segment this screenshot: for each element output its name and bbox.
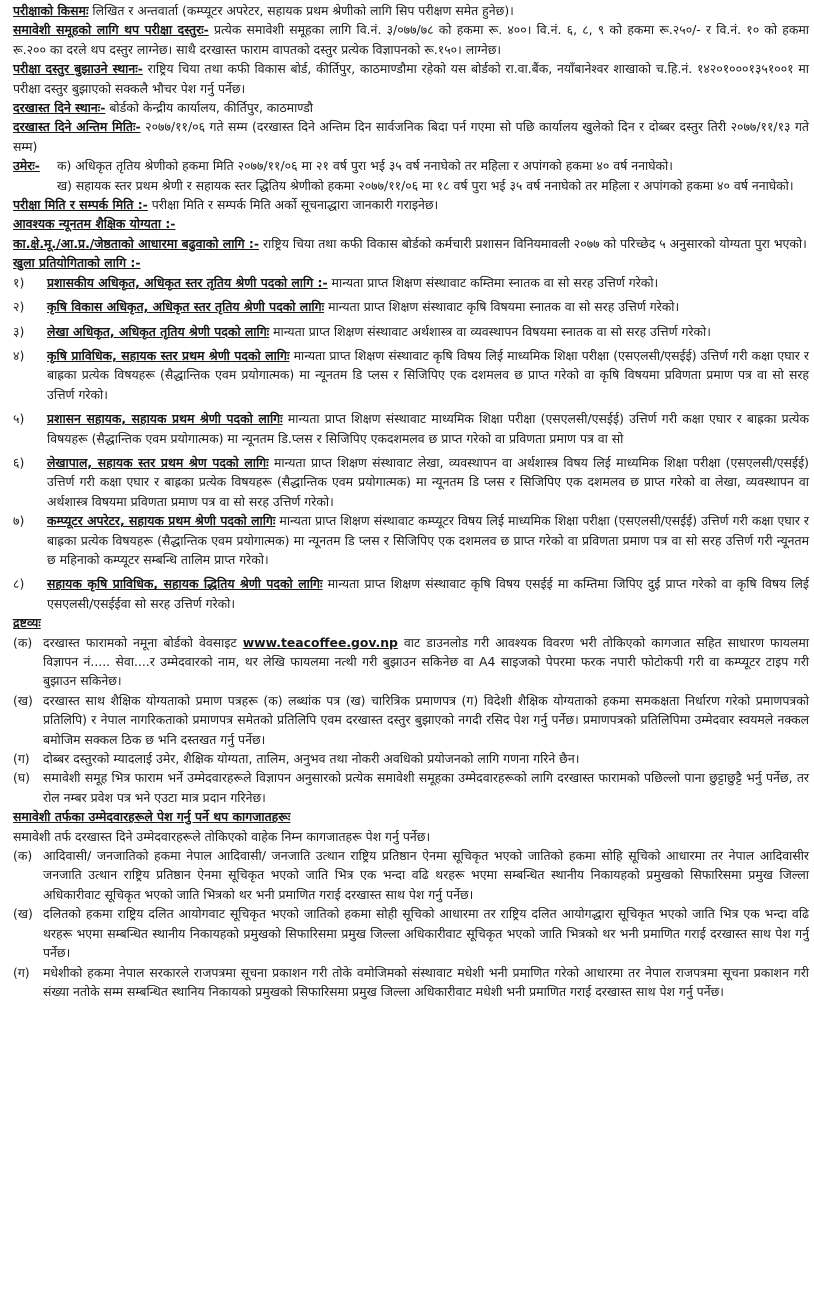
position-text: मान्यता प्राप्त शिक्षण संस्थावाट कृषि विषय लिई माध्यमिक शिक्षा परीक्षा (एसएलसी/एसईई) उत्तिर्ण गरी कक्षा एघार र बाह्रका प्रत्येक विषयहरू (सैद्धान्तिक एवम प्रयोगात्मक) मा न्यूनतम डि प्लस र सिजिपिए एक दशमलव छ प्राप्त गरेको वा कृषि विषयमा प्रविणता प्रमाण पत्र वा सो सरह उत्तिर्ण गरेको।	[47, 347, 809, 402]
position-title: कृषि विकास अधिकृत, अधिकृत स्तर तृतिय श्रेणी पदको लागिः	[47, 299, 325, 315]
additional-fee-text: प्रत्येक समावेशी समूहका लागि वि.नं. ३/०७७/७८ को हकमा रू. ४००। वि.नं. ६, ८, ९ को हकमा रू.२५०/- र वि.नं. १० को हकमा रू.२०० का दरले थप दस्तुर लाग्नेछ। साथै दरखास्त फाराम वापतको दस्तुर प्रत्येक विज्ञापनको रू.१५०। लाग्नेछ।	[13, 22, 809, 57]
position-number: ६)	[13, 454, 25, 470]
exam-date-label: परीक्षा मिति र सम्पर्क मिति :-	[13, 197, 148, 213]
internal-label: का.क्षे.मू./आ.प्र./जेष्ठताको आधारमा बढुवाको लागि :-	[13, 235, 260, 251]
position-item	[13, 346, 809, 404]
age-label: उमेरः-	[13, 158, 40, 174]
position-number: १)	[13, 274, 25, 290]
position-number: ८)	[13, 576, 25, 592]
position-title: प्रशासन सहायक, सहायक प्रथम श्रेणी पदको लागिः	[47, 411, 283, 427]
position-number: ३)	[13, 323, 25, 339]
fee-place-label: परीक्षा दस्तुर बुझाउने स्थानः-	[13, 61, 143, 77]
notes-heading: द्रष्टव्यः	[13, 615, 41, 631]
position-text: मान्यता प्राप्त शिक्षण संस्थावाट माध्यमिक शिक्षा परीक्षा (एसएलसी/एसईई) उत्तिर्ण गरी कक्षा एघार र बाह्रका प्रत्येक विषयहरू (सैद्धान्तिक एवम प्रयोगात्मक) मा न्यूनतम डि.प्लस र सिजिपिए एकदशमलव छ प्राप्त गरेको वा प्रविणता प्रमाण पत्र वा सो	[47, 411, 809, 446]
inclusive-marker: (ग)	[13, 964, 30, 980]
internal-text: राष्ट्रिय चिया तथा कफी विकास बोर्डको कर्मचारी प्रशासन विनियमावली २०७७ को परिच्छेद ५ अनुसारको योग्यता पुरा भएको।	[262, 235, 807, 251]
position-text: मान्यता प्राप्त शिक्षण संस्थावाट लेखा, व्यवस्थापन वा अर्थशास्त्र विषय लिई माध्यमिक शिक्षा परीक्षा (एसएलसी/एसईई) उत्तिर्ण गरी कक्षा एघार र बाह्रका प्रत्येक विषयहरू (सैद्धान्तिक एवम प्रयोगात्मक) मा न्यूनतम डि प्लस र सिजिपिए एक दशमलव छ प्राप्त गरेको वा लेखा, व्यवस्थापन वा अर्थशास्त्र विषयमा प्रविणता प्रमाण पत्र वा सो सरह उत्तिर्ण गरेको।	[47, 454, 809, 509]
position-title: कम्प्यूटर अपरेटर, सहायक प्रथम श्रेणी पदको लागिः	[47, 513, 276, 529]
exam-date-text: परीक्षा मिति र सम्पर्क मिति अर्को सूचनाद्धारा जानकारी गराइनेछ।	[151, 197, 439, 213]
additional-fee-label: समावेशी समूहको लागि थप परीक्षा दस्तुरः-	[13, 22, 209, 38]
age-b: ख) सहायक स्तर प्रथम श्रेणी र सहायक स्तर द्धितिय श्रेणीको हकमा २०७७/११/०६ मा १८ वर्ष पुरा भई ३५ वर्ष ननाघेको तर महिला र अपांगको हकमा ४० वर्ष ननाघेको।	[57, 177, 794, 193]
position-title: लेखा अधिकृत, अधिकृत तृतिय श्रेणी पदको लागिः	[47, 323, 270, 339]
inclusive-marker: (ख)	[13, 906, 33, 922]
position-item	[13, 453, 809, 511]
inclusive-kha: दलितको हकमा राष्ट्रिय दलित आयोगवाट सूचिकृत भएको जातिको हकमा सोही सूचिको आधारमा तर राष्ट्रिय दलित आयोगद्धारा सूचिकृत भएको जाति भित्र एक भन्दा वढि थरहरू भएमा सम्बन्धित स्थानीय निकायहको प्रमुखको सिफारिसमा प्रमुख जिल्ला अधिकारीवाट सूचिकृत भएको जाति भित्रको थर भनी प्रमाणित गराई दरखास्त साथ पेश गर्नु पर्नेछ।	[43, 906, 810, 961]
note-marker: (क)	[13, 634, 33, 650]
exam-type-text: लिखित र अन्तवार्ता (कम्प्यूटर अपरेटर, सहायक प्रथम श्रेणीको लागि सिप परीक्षण समेत हुनेछ)।	[92, 3, 514, 18]
deadline	[13, 117, 809, 156]
note-item	[13, 633, 809, 691]
position-text: मान्यता प्राप्त शिक्षण संस्थावाट अर्थशास्त्र वा व्यवस्थापन विषयमा स्नातक वा सो सरह उत्तिर्ण गरेको।	[273, 323, 711, 339]
age-section	[13, 156, 809, 195]
position-title: लेखापाल, सहायक स्तर प्रथम श्रेण पदको लागिः	[47, 454, 269, 470]
position-number: ५)	[13, 411, 25, 427]
inclusive-ka: आदिवासी/ जनजातिको हकमा नेपाल आदिवासी/ जनजाति उत्थान राष्ट्रिय प्रतिष्ठान ऐनमा सूचिकृत भएको जातिको हकमा सोहि सूचिको आधारमा तर नेपाल आदिवासीर जनजाति उत्थान राष्ट्रिय प्रतिष्ठान ऐनमा सूचिकृत भएको जाति भित्र एक भन्दा वढि थरहरू भएमा सम्बन्धित स्थानीय निकायहको प्रमुखको सिफारिसमा प्रमुख जिल्ला अधिकारीवाट सूचिकृत भएको जाति भित्रको थर भनी प्रमाणित गराई दरखास्त साथ पेश गर्नु पर्नेछ।	[43, 848, 809, 902]
exam-date	[13, 195, 809, 214]
inclusive-item	[13, 963, 809, 1002]
position-number: ४)	[13, 347, 25, 363]
note-marker: (घ)	[13, 770, 30, 786]
position-item	[13, 322, 809, 341]
note-ga: दोब्बर दस्तुरको म्यादलाई उमेर, शैक्षिक योग्यता, तालिम, अनुभव तथा नोकरी अवधिको प्रयोजनको लागि गणना गरिने छैन।	[43, 751, 580, 767]
position-text: मान्यता प्राप्त शिक्षण संस्थावाट कृषि विषय एसईई मा कम्तिमा जिपिए दुई प्राप्त गरेको वा कृषि विषय लिई एसएलसी/एसईईवा सो सरह उत्तिर्ण गरेको।	[47, 576, 809, 611]
open-heading: खुला प्रतियोगिताको लागि :-	[13, 255, 141, 271]
note-gha: समावेशी समूह भित्र फाराम भर्ने उम्मेदवारहरूले विज्ञापन अनुसारको प्रत्येक समावेशी समूहका उम्मेदवारहरूको लागि दरखास्त फारामको पछिल्लो पाना छुट्टाछुट्टै भर्नु पर्नेछ, तर रोल नम्बर प्रवेश पत्र भने एउटा मात्र प्रदान गरिनेछ।	[43, 770, 809, 805]
inclusive-item	[13, 904, 809, 962]
exam-type	[13, 1, 809, 20]
position-number: २)	[13, 299, 25, 315]
note-item	[13, 749, 809, 768]
position-title: प्रशासकीय अधिकृत, अधिकृत स्तर तृतिय श्रेणी पदको लागि :-	[47, 274, 328, 290]
inclusive-heading: समावेशी तर्फका उम्मेदवारहरूले पेश गर्नु पर्ने थप कागजातहरूः	[13, 809, 291, 825]
position-text: मान्यता प्राप्त शिक्षण संस्थावाट कम्प्यूटर विषय लिई माध्यमिक शिक्षा परीक्षा (एसएलसी/एसईई) उत्तिर्ण गरी कक्षा एघार र बाह्रका प्रत्येक विषयहरू (सैद्धान्तिक एवम प्रयोगात्मक) मा न्यूनतम डि प्लस र सिजिपिए एक दशमलव छ प्राप्त गरेको वा प्रविणता प्रमाण पत्र वा सो सरह उत्तिर्ण गरी न्यूनतम छ महिनाको कम्प्यूटर सम्बन्धि तालिम प्राप्त गरेको।	[47, 513, 809, 567]
inclusive-ga: मधेशीको हकमा नेपाल सरकारले राजपत्रमा सूचना प्रकाशन गरी तोके वमोजिमको संस्थावाट मधेशी भनी प्रमाणित गरेको आधारमा तर नेपाल राजपत्रमा सूचना प्रकाशन गरी संख्या नतोके सम्म सम्बन्धित स्थानिय निकायको प्रमुखको सिफारिसमा प्रमुख जिल्ला अधिकारीवाट मधेशी भनी प्रमाणित गराई दरखास्त साथ पेश गर्नु पर्नेछ।	[43, 964, 809, 999]
position-title: कृषि प्राविधिक, सहायक स्तर प्रथम श्रेणी पदको लागिः	[47, 347, 290, 363]
qualification-heading: आवश्यक न्यूनतम शैक्षिक योग्यता :-	[13, 216, 176, 232]
position-text: मान्यता प्राप्त शिक्षण संस्थावाट कम्तिमा स्नातक वा सो सरह उत्तिर्ण गरेको।	[331, 274, 659, 290]
position-text: मान्यता प्राप्त शिक्षण संस्थावाट कृषि विषयमा स्नातक वा सो सरह उत्तिर्ण गरेको।	[328, 299, 680, 315]
position-title: सहायक कृषि प्राविधिक, सहायक द्धितिय श्रेणी पदको लागिः	[47, 576, 323, 592]
age-a: क) अधिकृत तृतिय श्रेणीको हकमा मिति २०७७/११/०६ मा २१ वर्ष पुरा भई ३५ वर्ष ननाघेको तर महिला र अपांगको हकमा ४० वर्ष ननाघेको।	[57, 158, 673, 174]
application-place	[13, 98, 809, 117]
inclusive-intro: समावेशी तर्फ दरखास्त दिने उम्मेदवारहरूले तोकिएको वाहेक निम्न कागजातहरू पेश गर्नु पर्नेछ।	[13, 828, 431, 844]
website-link[interactable]: www.teacoffee.gov.np	[242, 634, 398, 650]
inclusive-item	[13, 846, 809, 904]
note-kha: दरखास्त साथ शैक्षिक योग्यताको प्रमाण पत्रहरू (क) लब्धांक पत्र (ख) चारित्रिक प्रमाणपत्र (ग) विदेशी शैक्षिक योग्यताको हकमा समकक्षता निर्धारण गरेको प्रमाणपत्रको प्रतिलिपि) र नेपाल नागरिकताको प्रमाणपत्र समेतको प्रतिलिपि एवम दरखास्त दस्तुर बुझाएको नगदी रसिद पेश गर्नु पर्नेछ। प्रमाणपत्रको प्रतिलिपिमा उम्मेदवार स्वयमले नक्कल बमोजिम सक्कल ठिक छ भनि दस्तखत गर्नु पर्नेछ।	[43, 692, 809, 747]
note-item	[13, 691, 809, 749]
note-marker: (ख)	[13, 692, 33, 708]
position-item	[13, 511, 809, 569]
application-place-text: बोर्डको केन्द्रीय कार्यालय, कीर्तिपुर, काठमाण्डौ	[109, 100, 314, 116]
note-ka-post: वाट डाउनलोड गरी आवश्यक विवरण भरी तोकिएको कागजात सहित साधारण फायलमा विज्ञापन नं..... सेवा....र उम्मेदवारको नाम, थर लेखि फायलमा नत्थी गरी बुझाउन सकिनेछ वा A4 साइजको पेपरमा फरक नपारी फोटोकपी गरी वा कम्प्यूटर टाइप गरी बुझाउन सकिनेछ।	[43, 634, 809, 689]
exam-type-label: परीक्षाको किसमः	[13, 3, 89, 18]
positions-list	[13, 273, 809, 614]
fee-place-text: राष्ट्रिय चिया तथा कफी विकास बोर्ड, कीर्तिपुर, काठमाण्डौमा रहेको यस बोर्डको रा.वा.बैंक, नयाँबानेश्वर शाखाको च.हि.नं. १४२०१०००१३५१००१ मा परीक्षा दस्तुर बुझाएको सक्कलै भौचर पेश गर्नु पर्नेछ।	[13, 61, 809, 96]
deadline-label: दरखास्त दिने अन्तिम मितिः-	[13, 119, 141, 135]
inclusive-marker: (क)	[13, 848, 33, 864]
deadline-text: २०७७/११/०६ गते सम्म (दरखास्त दिने अन्तिम दिन सार्वजनिक बिदा पर्न गएमा सो पछि कार्यालय खुलेको दिन र दोब्बर दस्तुर तिरी २०७७/११/१३ गते सम्म)	[13, 119, 809, 154]
internal-promotion	[13, 234, 809, 253]
note-marker: (ग)	[13, 751, 30, 767]
note-ka-pre: दरखास्त फारामको नमूना बोर्डको वेवसाइट	[43, 634, 237, 650]
fee-place	[13, 59, 809, 98]
note-item	[13, 768, 809, 807]
position-item	[13, 273, 809, 292]
application-place-label: दरखास्त दिने स्थानः-	[13, 100, 106, 116]
position-item	[13, 409, 809, 448]
position-number: ७)	[13, 513, 25, 529]
position-item	[13, 297, 809, 316]
position-item	[13, 574, 809, 613]
additional-fee	[13, 20, 809, 59]
